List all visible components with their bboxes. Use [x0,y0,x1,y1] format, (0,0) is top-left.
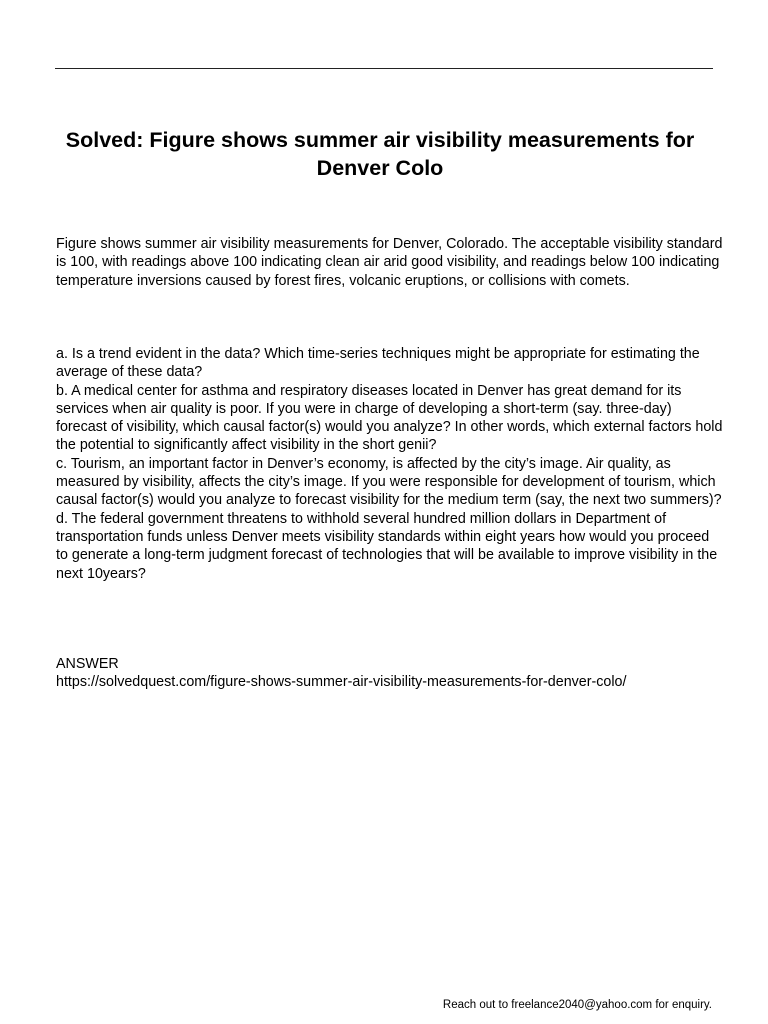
page-title: Solved: Figure shows summer air visibility measurements for Denver Colo [65,128,695,180]
answer-label: ANSWER [56,656,119,672]
question-c: c. Tourism, an important factor in Denver’s economy, is affected by the city’s image. Air quality, as measured by visibility, affects the city’s image. If you were responsible for development of tourism, which causal factor(s) would you analyze to forecast visibility for the medium term (say, the next two summers)? [56,455,722,509]
intro-paragraph: Figure shows summer air visibility measurements for Denver, Colorado. The acceptable visibility standard is 100, with readings above 100 indicating clean air arid good visibility, and readings below 100 indicating temperature inversions caused by forest fires, volcanic eruptions, or collisions with comets. [56,236,723,289]
footer-contact: Reach out to freelance2040@yahoo.com for enquiry. [442,999,712,1011]
question-a: a. Is a trend evident in the data? Which time-series techniques might be appropriate for estimating the average of these data? [56,346,700,381]
header-divider [55,68,713,69]
question-list [56,345,724,583]
answer-link[interactable]: https://solvedquest.com/figure-shows-summer-air-visibility-measurements-for-denver-colo/ [56,674,627,690]
question-b: b. A medical center for asthma and respiratory diseases located in Denver has great demand for its services when air quality is poor. If you were in charge of developing a short-term (say. three-day) forecast of visibility, which causal factor(s) would you analyze? In other words, which external factors hold the potential to significantly affect visibility in the short genii? [56,382,723,454]
question-d: d. The federal government threatens to withhold several hundred million dollars in Department of transportation funds unless Denver meets visibility standards within eight years how would you proceed to generate a long-term judgment forecast of technologies that will be available to improve visibility in the next 10years? [56,510,718,582]
